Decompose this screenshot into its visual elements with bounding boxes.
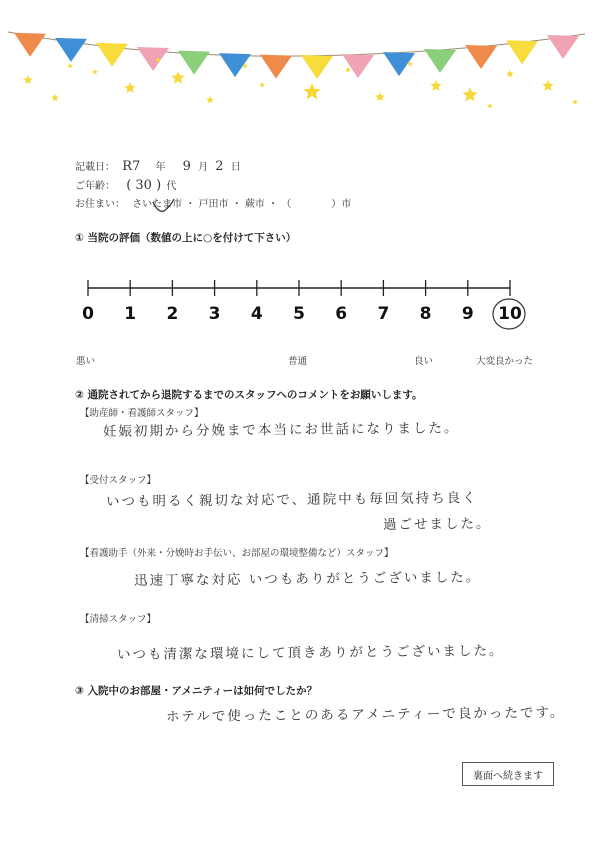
bunting-flag	[137, 47, 169, 71]
age-label: ご年齢：	[75, 181, 115, 192]
scale-number: 0	[82, 304, 94, 324]
date-field	[75, 158, 241, 174]
staff-label-reception: 【受付スタッフ】	[80, 475, 157, 486]
continue-on-back-box: 裏面へ続きます	[462, 762, 554, 786]
bunting-flag	[424, 49, 456, 73]
comment-assistant: 迅速丁寧な対応 いつもありがとうございました。	[133, 569, 482, 589]
scale-label-normal: 普通	[288, 356, 308, 367]
scale-label-very-good: 大変良かった	[476, 356, 534, 367]
age-unit: 代	[166, 181, 177, 192]
scale-number: 8	[419, 304, 432, 324]
star-icon	[124, 82, 135, 93]
date-day: 2	[215, 159, 224, 174]
star-icon	[462, 87, 477, 102]
staff-label-cleaning: 【清掃スタッフ】	[80, 614, 157, 625]
amenity-title: ③ 入院中のお部屋・アメニティーは如何でしたか？	[75, 685, 318, 697]
comment-midwife: 妊娠初期から分娩まで本当にお世話になりました。	[102, 420, 460, 440]
scale-number: 3	[208, 304, 221, 324]
residence-options: さいたま市 ・ 戸田市 ・ 蕨市 ・ （ ）市	[132, 199, 352, 210]
bunting-flag	[55, 38, 87, 62]
star-icon	[430, 80, 441, 91]
bunting-flag	[506, 40, 538, 64]
star-icon	[92, 69, 98, 74]
star-icon	[23, 75, 33, 84]
comment-reception-line1: いつも明るく親切な対応で、通院中も毎回気持ち良く	[105, 490, 478, 510]
bunting-flag	[342, 54, 374, 78]
star-icon	[375, 92, 385, 101]
bunting-flag	[14, 33, 46, 57]
star-icon	[487, 103, 493, 108]
date-label: 記載日：	[75, 162, 115, 173]
star-icon	[67, 63, 73, 68]
star-icon	[506, 70, 514, 77]
staff-label-assistant: 【看護助手（外来・分娩時お手伝い、お部屋の環境整備など）スタッフ】	[80, 548, 394, 559]
scale-label-bad: 悪い	[76, 356, 96, 367]
date-era: R7	[122, 159, 141, 174]
comments-title: ② 通院されてから退院するまでのスタッフへのコメントをお願いします。	[75, 389, 423, 401]
bunting-flag	[96, 43, 128, 67]
scale-number: 1	[124, 304, 137, 324]
scale-number: 2	[166, 304, 179, 324]
scale-number: 4	[250, 304, 263, 324]
bunting-flag	[178, 51, 210, 75]
scale-number: 7	[377, 304, 390, 324]
bunting-flag	[260, 55, 292, 79]
bunting-flag	[547, 35, 579, 59]
star-icon	[345, 67, 351, 72]
residence-label: お住まい：	[75, 199, 125, 210]
scale-number: 5	[293, 304, 305, 324]
residence-field	[75, 195, 351, 210]
scale-number: 6	[335, 304, 348, 324]
bunting-flag	[301, 55, 333, 79]
check-mark-icon	[150, 197, 180, 219]
date-year-unit: 年	[155, 162, 166, 173]
rating-scale-line	[80, 270, 520, 300]
scale-number: 9	[461, 304, 474, 324]
selected-circle-icon	[490, 296, 530, 332]
age-field	[75, 177, 176, 193]
date-month-unit: 月	[198, 162, 209, 173]
age-value: ( 30 )	[126, 178, 162, 193]
star-icon	[259, 82, 265, 87]
date-month: 9	[182, 159, 191, 174]
star-icon	[542, 80, 553, 91]
bunting-flag	[465, 45, 497, 69]
staff-label-midwife: 【助産師・看護師スタッフ】	[80, 408, 204, 419]
scale-number: 10	[498, 304, 522, 324]
amenity-answer: ホテルで使ったことのあるアメニティーで良かったです。	[165, 704, 566, 725]
star-icon	[206, 96, 214, 103]
date-day-unit: 日	[230, 162, 241, 173]
comment-cleaning: いつも清潔な環境にして頂きありがとうございました。	[116, 642, 505, 663]
scale-label-good: 良い	[414, 356, 434, 367]
star-icon	[572, 99, 578, 104]
star-icon	[171, 71, 184, 84]
comment-reception-line2: 過ごせました。	[382, 515, 492, 533]
star-icon	[303, 83, 320, 99]
bunting-banner	[0, 0, 595, 115]
star-icon	[51, 94, 59, 101]
rating-title: ① 当院の評価（数値の上に○を付けて下さい）	[75, 232, 297, 244]
